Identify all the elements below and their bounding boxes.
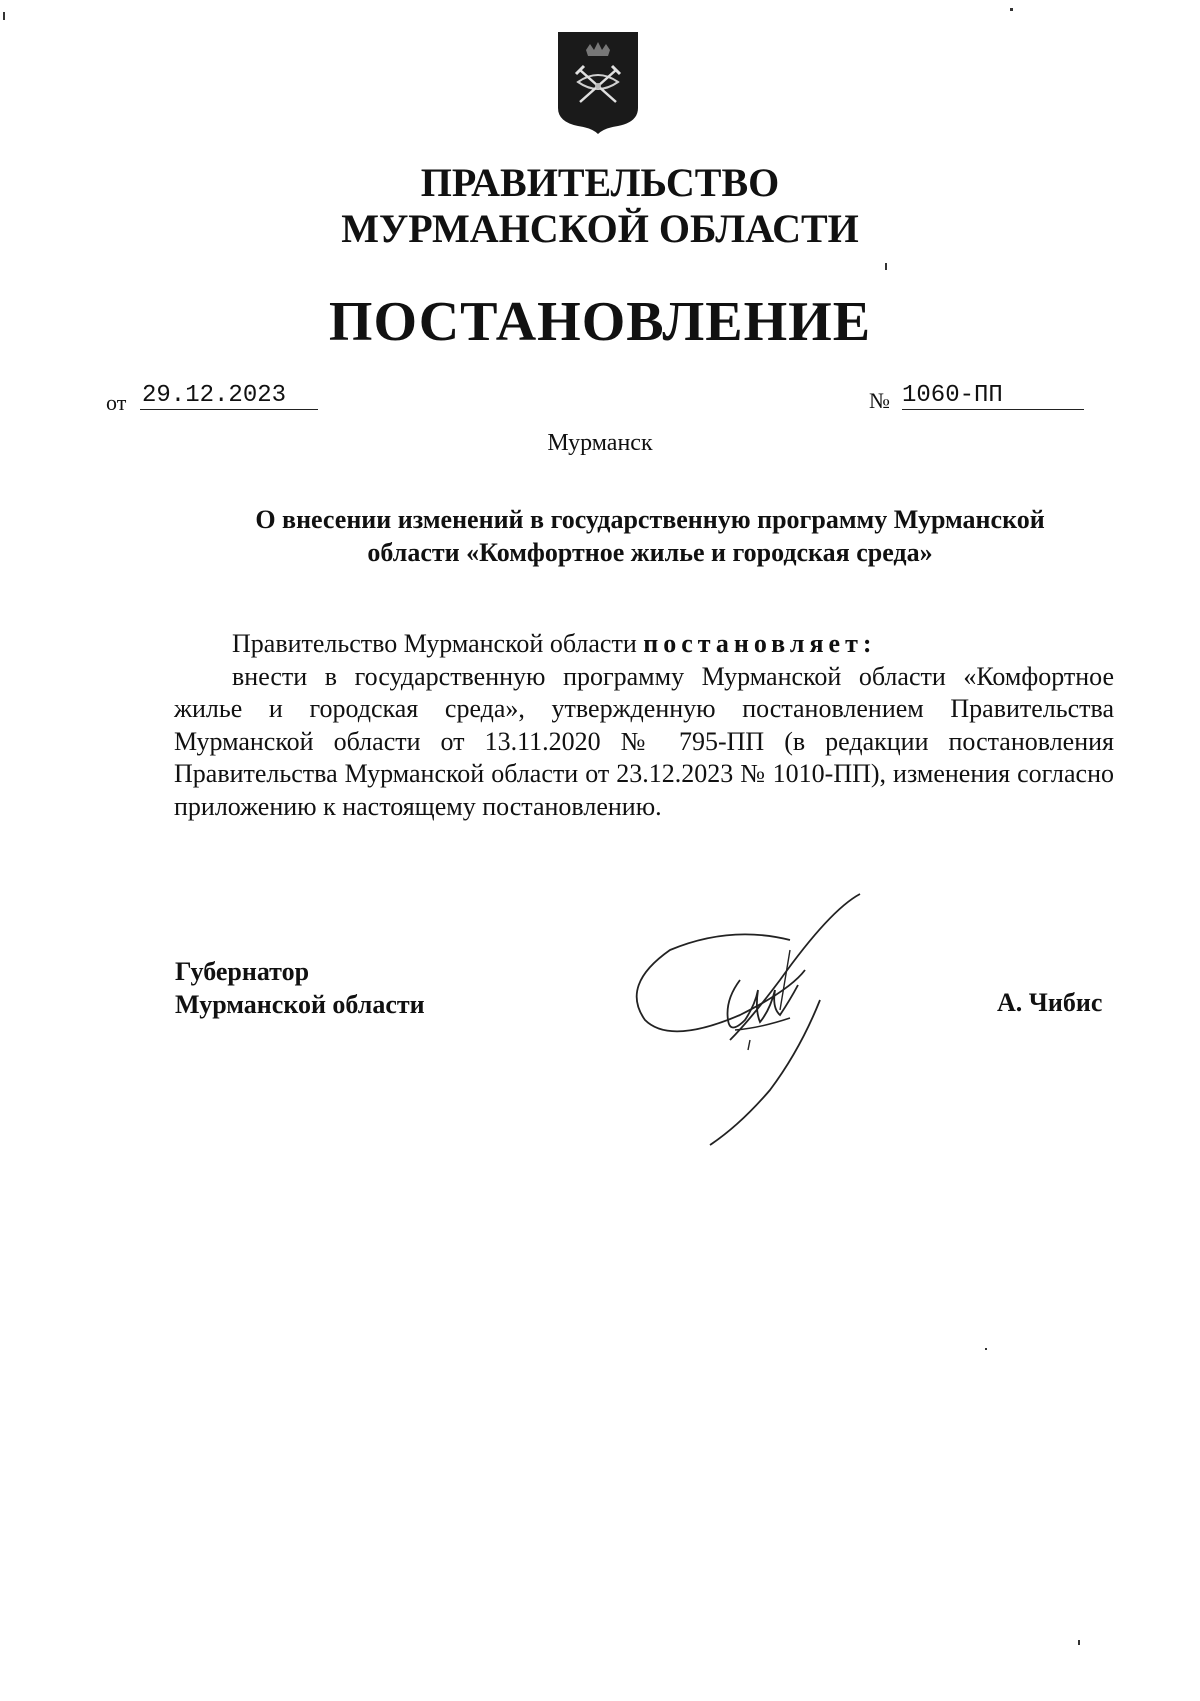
scan-speck [1010,8,1013,11]
signer-title-line1: Губернатор [175,957,310,986]
government-title-line1: ПРАВИТЕЛЬСТВО [420,160,780,205]
document-subject [180,503,1120,569]
document-number: 1060-ПП [902,382,1084,410]
subject-line2: области «Комфортное жилье и городская среда» [367,538,933,567]
government-title-line2: МУРМАНСКОЙ ОБЛАСТИ [341,206,859,251]
signer-title [175,955,425,1021]
signer-name: А. Чибис [997,988,1103,1017]
document-type: ПОСТАНОВЛЕНИЕ [328,291,872,353]
handwritten-signature [630,890,890,1150]
document-body [174,628,1114,823]
city: Мурманск [547,430,653,456]
body-intro-paragraph [174,628,1114,661]
scan-speck [1078,1640,1080,1645]
body-resolves: постановляет: [643,629,877,658]
government-title [200,160,1000,252]
scan-speck [985,1348,987,1350]
body-intro: Правительство Мурманской области [232,629,644,658]
number-label: № [869,388,890,413]
date-label: от [106,390,127,415]
coat-of-arms-icon [556,30,640,134]
scan-speck [3,12,5,20]
body-text: внести в государственную программу Мурманской области «Комфортное жилье и городская среда», утвержденную постановлением Правительства Мурманской области от 13.11.2020 № 795-ПП (в редакции постановления Правительства Мурманской области от 23.12.2023 № 1010-ПП), изменения согласно приложению к настоящему постановлению. [174,661,1114,821]
subject-line1: О внесении изменений в государственную программу Мурманской [255,505,1045,534]
signer-title-line2: Мурманской области [175,990,425,1019]
scan-speck [885,263,887,270]
date-value: 29.12.2023 [140,382,318,410]
